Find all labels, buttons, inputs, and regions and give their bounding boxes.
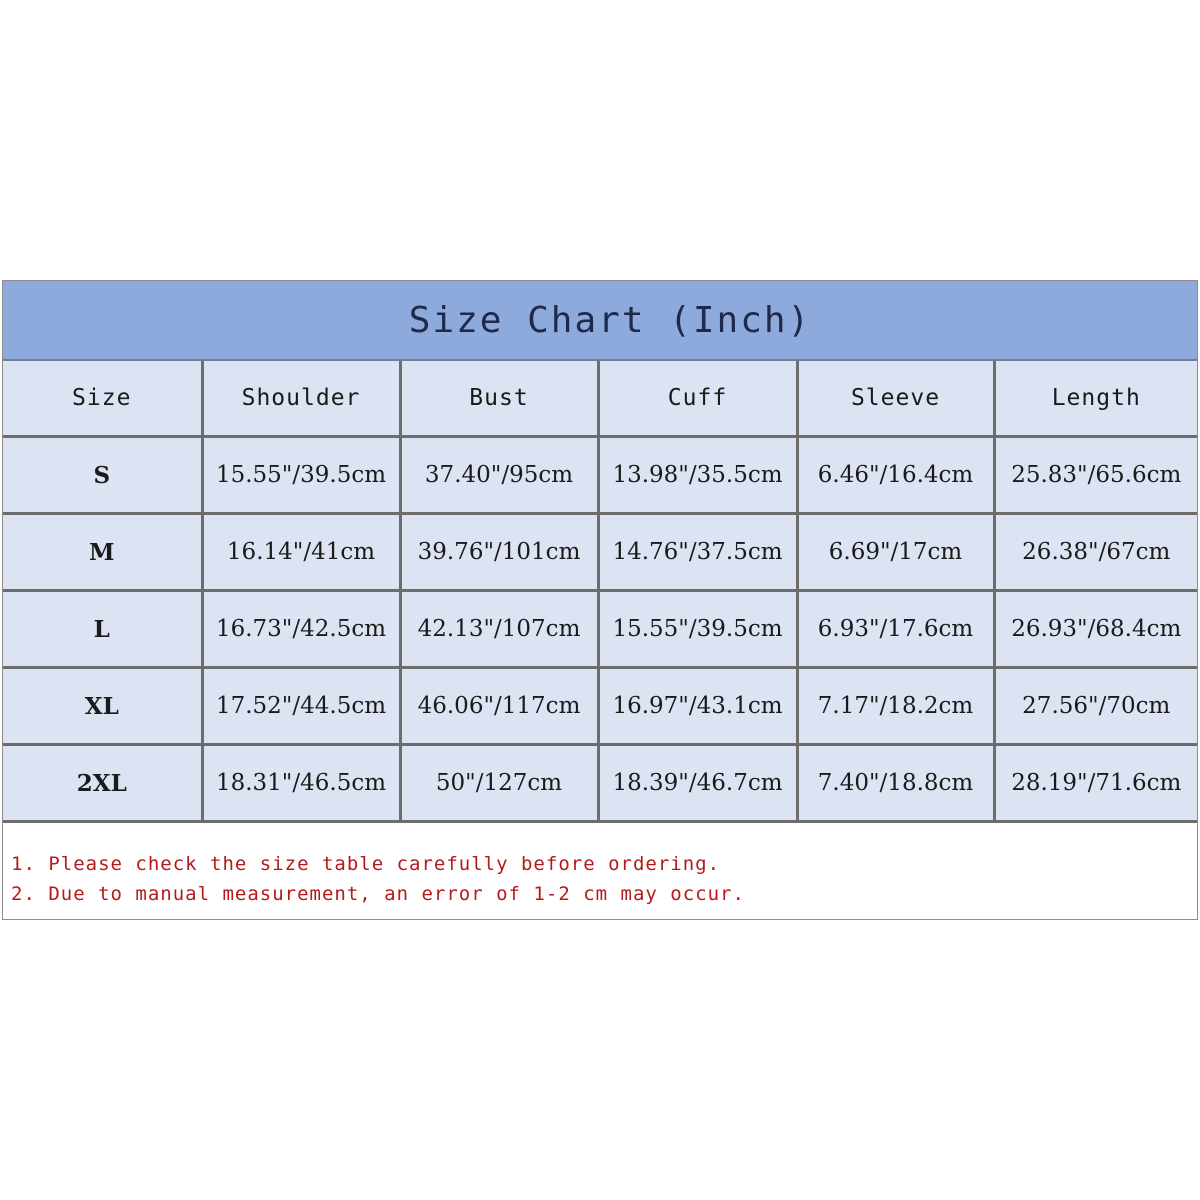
table-row [3, 437, 1197, 514]
length-cell: 27.56"/70cm [994, 668, 1197, 745]
note-line: 2. Due to manual measurement, an error of 1-2 cm may occur. [11, 883, 745, 905]
sleeve-cell: 7.17"/18.2cm [797, 668, 994, 745]
size-chart [2, 280, 1198, 920]
length-cell: 26.38"/67cm [994, 514, 1197, 591]
cuff-cell: 18.39"/46.7cm [598, 745, 797, 822]
shoulder-cell: 18.31"/46.5cm [202, 745, 400, 822]
shoulder-cell: 15.55"/39.5cm [202, 437, 400, 514]
title-bar [3, 281, 1197, 361]
shoulder-cell: 16.14"/41cm [202, 514, 400, 591]
size-cell: 2XL [3, 745, 202, 822]
header-sleeve: Sleeve [797, 361, 994, 437]
header-bust: Bust [400, 361, 598, 437]
sleeve-cell: 6.93"/17.6cm [797, 591, 994, 668]
header-cuff: Cuff [598, 361, 797, 437]
header-size: Size [3, 361, 202, 437]
size-table [3, 361, 1197, 823]
size-cell: L [3, 591, 202, 668]
bust-cell: 37.40"/95cm [400, 437, 598, 514]
table-row [3, 745, 1197, 822]
length-cell: 28.19"/71.6cm [994, 745, 1197, 822]
sleeve-cell: 7.40"/18.8cm [797, 745, 994, 822]
sleeve-cell: 6.69"/17cm [797, 514, 994, 591]
cuff-cell: 15.55"/39.5cm [598, 591, 797, 668]
header-shoulder: Shoulder [202, 361, 400, 437]
cuff-cell: 13.98"/35.5cm [598, 437, 797, 514]
header-length: Length [994, 361, 1197, 437]
length-cell: 26.93"/68.4cm [994, 591, 1197, 668]
shoulder-cell: 17.52"/44.5cm [202, 668, 400, 745]
table-row [3, 591, 1197, 668]
bust-cell: 46.06"/117cm [400, 668, 598, 745]
bust-cell: 42.13"/107cm [400, 591, 598, 668]
size-cell: M [3, 514, 202, 591]
header-row [3, 361, 1197, 437]
length-cell: 25.83"/65.6cm [994, 437, 1197, 514]
note-line: 1. Please check the size table carefully before ordering. [11, 853, 721, 875]
bust-cell: 39.76"/101cm [400, 514, 598, 591]
shoulder-cell: 16.73"/42.5cm [202, 591, 400, 668]
cuff-cell: 16.97"/43.1cm [598, 668, 797, 745]
notes [3, 843, 1197, 919]
table-row [3, 514, 1197, 591]
table-row [3, 668, 1197, 745]
bust-cell: 50"/127cm [400, 745, 598, 822]
size-cell: XL [3, 668, 202, 745]
size-cell: S [3, 437, 202, 514]
cuff-cell: 14.76"/37.5cm [598, 514, 797, 591]
sleeve-cell: 6.46"/16.4cm [797, 437, 994, 514]
chart-title: Size Chart (Inch) [408, 299, 812, 341]
